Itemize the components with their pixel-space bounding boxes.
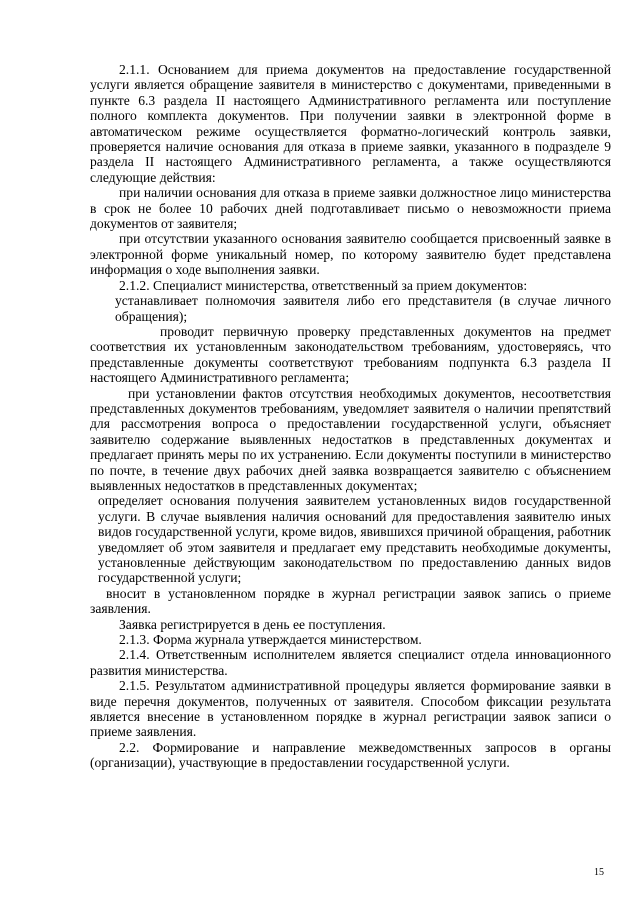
paragraph-refusal-case: при наличии основания для отказа в приеме заявки должностное лицо министерства в срок не более 10 рабочих дней подготавливает письмо о невозможности приема документов от заявителя;: [90, 185, 611, 232]
paragraph-authority-check: устанавливает полномочия заявителя либо его представителя (в случае личного обращения);: [115, 293, 611, 324]
page-number: 15: [594, 867, 604, 878]
paragraph-2-1-2: 2.1.2. Специалист министерства, ответственный за прием документов:: [119, 277, 528, 293]
paragraph-2-1-4: 2.1.4. Ответственным исполнителем является специалист отдела инновационного развития министерства.: [90, 647, 611, 678]
paragraph-2-1-1: 2.1.1. Основанием для приема документов на предоставление государственной услуги является обращение заявителя в министерство с документами, приведенными в пункте 6.3 раздела II настоящего Административного регламента или поступление полного комплекта документов. При получении заявки в электронной форме в автоматическом режиме осуществляется форматно-логический контроль заявки, проверяется наличие основания для отказа в приеме заявки, указанного в подразделе 9 раздела II настоящего Административного регламента, а также осуществляются следующие действия:: [90, 62, 611, 185]
paragraph-journal-entry: вносит в установленном порядке в журнал регистрации заявок запись о приеме заявления.: [90, 585, 611, 617]
paragraph-2-1-5: 2.1.5. Результатом административной процедуры является формирование заявки в виде перечня документов, полученных от заявителя. Способом фиксации результата является внесение в установленном порядке в журнал регистрации заявок записи о приеме заявления.: [90, 678, 611, 740]
paragraph-registration-day: Заявка регистрируется в день ее поступления.: [119, 616, 386, 632]
body-text: [90, 62, 611, 771]
paragraph-2-2: 2.2. Формирование и направление межведомственных запросов в органы (организации), участвующие в предоставлении государственной услуги.: [90, 739, 611, 771]
paragraph-primary-check: проводит первичную проверку представленных документов на предмет соответствия их установленным законодательством требованиям, удостоверяясь, что представленные документы соответствуют требованиям подпункта 6.3 раздела II настоящего Административного регламента;: [90, 323, 611, 386]
paragraph-missing-documents: при установлении фактов отсутствия необходимых документов, несоответствия представленных документов требованиям, уведомляет заявителя о наличии препятствий для рассмотрения вопроса о предоставлении государственной услуги, объясняет заявителю содержание выявленных недостатков в представленных документах и предлагает принять меры по их устранению. Если документы поступили в министерство по почте, в течение двух рабочих дней заявка возвращается заявителю с объяснением выявленных недостатков в представленных документах;: [90, 385, 611, 493]
paragraph-service-types: определяет основания получения заявителем установленных видов государственной услуги. В случае выявления наличия оснований для предоставления заявителю иных видов государственной услуги, кроме видов, явившихся причиной обращения, работник уведомляет об этом заявителя и предлагает ему представить необходимые документы, установленные действующим законодательством по предоставлению данных видов государственной услуги;: [98, 493, 611, 586]
paragraph-2-1-3: 2.1.3. Форма журнала утверждается министерством.: [119, 632, 422, 648]
paragraph-no-refusal-case: при отсутствии указанного основания заявителю сообщается присвоенный заявке в электронной форме уникальный номер, по которому заявителю будет представлена информация о ходе выполнения заявки.: [90, 231, 611, 278]
